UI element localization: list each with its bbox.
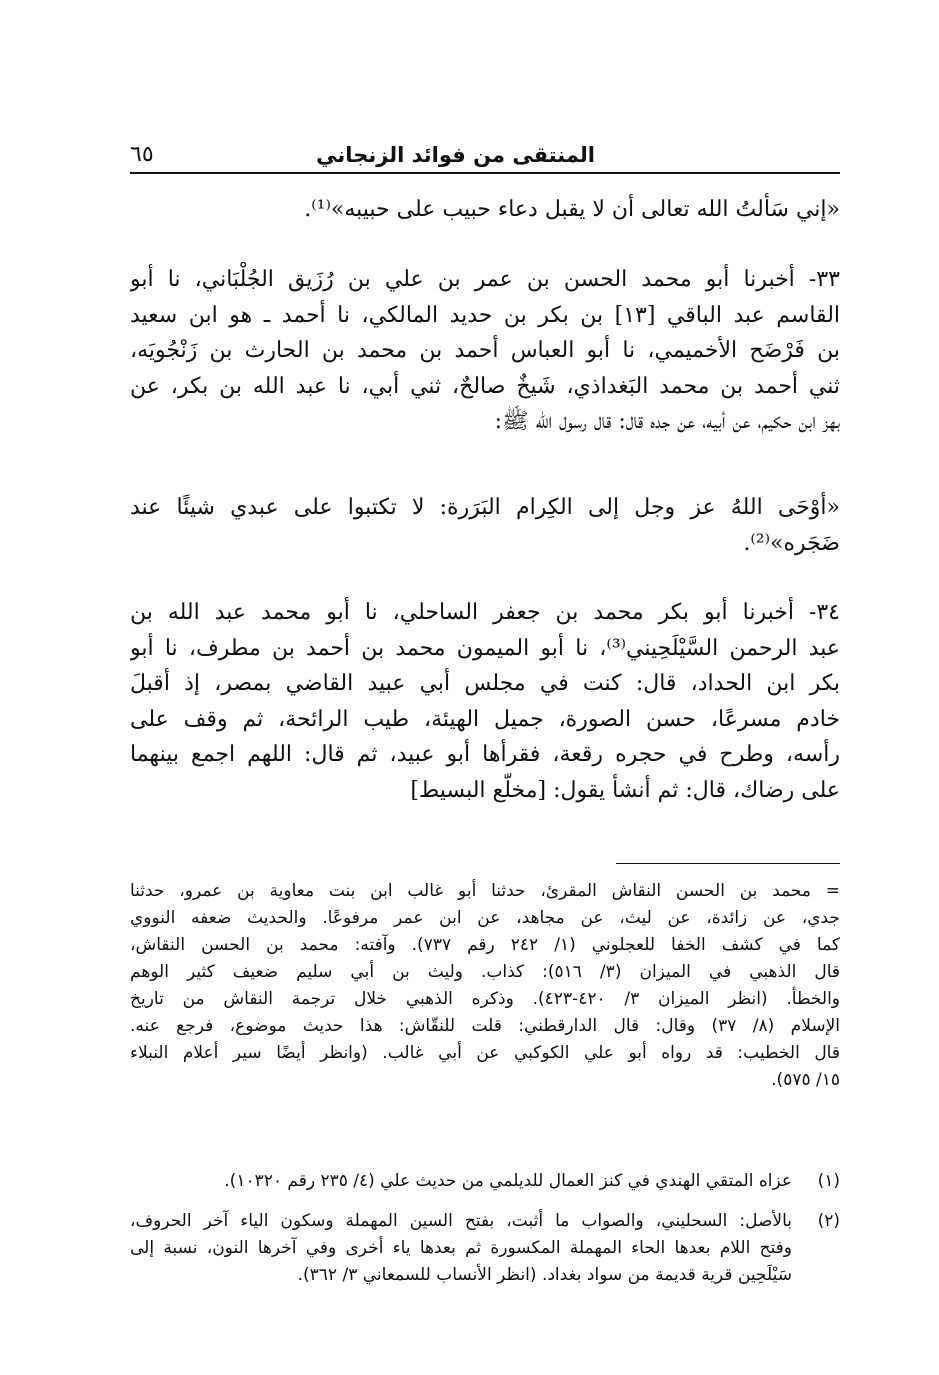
hadith-33-quote [130,490,840,561]
text-line: رأسه، وطرح في حجره رقعة، فقرأها أبو عبيد، ثم قال: اللهم اجمع بينهما [130,742,840,767]
footnote-2 [130,1208,840,1289]
footnote-line: جدي، عن زائدة، عن ليث، عن مجاهد، عن ابن عمر مرفوعًا. والحديث ضعفه النووي [130,908,840,928]
footnote-line: قال الذهبي في الميزان (٣/ ٥١٦): كذاب. وليث بن أبي سليم ضعيف كثير الوهم [130,962,840,982]
footnote-line: قال الخطيب: قد رواه أبو علي الكوكبي عن أبي غالب. (وانظر أيضًا سير أعلام النبلاء [130,1043,840,1063]
footnote-line: وفتح اللام بعدها الحاء المهملة المكسورة ثم بعدها ياء أخرى وفي آخرها النون، نسبة إلى [130,1238,792,1258]
running-title: المنتقى من فوائد الزنجاني [316,143,595,167]
text-line: بهز ابن حكيم، عن أبيه، عن جده قال: قال رسول الله ﷺ: [494,409,840,434]
header-rule [130,172,840,174]
text-line: ٣٤- أخبرنا أبو بكر محمد بن جعفر الساحلي، نا أبو محمد عبد الله بن [130,600,840,625]
hadith-32-quote [130,192,840,228]
footnote-line: كما في كشف الخفا للعجلوني (١/ ٢٤٢ رقم ٧٣٧). وآفته: محمد بن الحسن النقاش، [130,935,840,955]
text-line: خادم مسرعًا، حسن الصورة، جميل الهيئة، طيب الرائحة، ثم وقف على [130,706,840,732]
text-line: «إني سَألتُ الله تعالى أن لا يقبل دعاء حبيب على حبيبه»⁽¹⁾. [304,197,840,222]
footnote-line: والخطأ. (انظر الميزان ٣/ ٤٢٠-٤٢٣). وذكره الذهبي خلال ترجمة النقاش من تاريخ [130,989,840,1009]
text-line: «أوْحَى اللهُ عز وجل إلى الكِرام البَرَرة: لا تكتبوا على عبدي شيئًا عند [130,495,840,520]
footnote-separator [616,863,840,864]
footnote-number: (٢) [817,1211,840,1231]
text-line: عبد الرحمن السَّيْلَحِيني⁽³⁾، نا أبو الميمون محمد بن أحمد بن مطرف، نا أبو [130,635,840,661]
hadith-33-paragraph [130,262,840,440]
footnote-line: الإسلام (٨/ ٣٧) وقال: قال الدارقطني: قلت للنقّاش: هذا حديث موضوع، فرجع عنه. [130,1016,840,1036]
text-line: على رضاك، قال: ثم أنشأ يقول: [مخلّع البسيط] [410,777,840,803]
hadith-34-paragraph [130,595,840,808]
text-line: ٣٣- أخبرنا أبو محمد الحسن بن عمر بن علي بن رُزَيق الجُلْبَاني، نا أبو [130,267,840,292]
page-number: ٦٥ [130,142,154,167]
footnote-number: (١) [817,1171,840,1191]
footnote-line: ١٥/ ٥٧٥). [771,1070,840,1090]
footnote-continuation [130,878,840,1094]
footnote-line: بالأصل: السحليني، والصواب ما أثبت، بفتح السين المهملة وسكون الياء آخر الحروف، [130,1211,792,1231]
text-line: ثني أحمد بن محمد البَغداذي، شَيخٌ صالحٌ، ثني أبي، نا عبد الله بن بكر، عن [130,373,840,399]
text-line: القاسم عبد الباقي [١٣] بن بكر بن حديد المالكي، نا أحمد ـ هو ابن سعيد [130,302,840,328]
text-line: بكر ابن الحداد، قال: كنت في مجلس أبي عبيد القاضي بمصر، إذ أقبلَ [130,671,840,696]
footnote-line: عزاه المتقي الهندي في كنز العمال للديلمي من حديث علي (٤/ ٢٣٥ رقم ١٠٣٢٠). [224,1171,792,1191]
text-line: ضَجَره»⁽²⁾. [743,530,840,556]
footnote-line: = محمد بن الحسن النقاش المقرئ، حدثنا أبو غالب ابن بنت معاوية بن عمرو، حدثنا [130,881,840,901]
text-line: بن فَرْضَح الأخميمي، نا أبو العباس أحمد بن محمد بن الحارث بن زَنْجُويَه، [130,338,840,363]
page-header [130,140,840,170]
footnote-line: سَيْلَحِين قرية قديمة من سواد بغداد. (انظر الأنساب للسمعاني ٣/ ٣٦٢). [297,1265,792,1285]
footnote-1 [130,1168,840,1195]
